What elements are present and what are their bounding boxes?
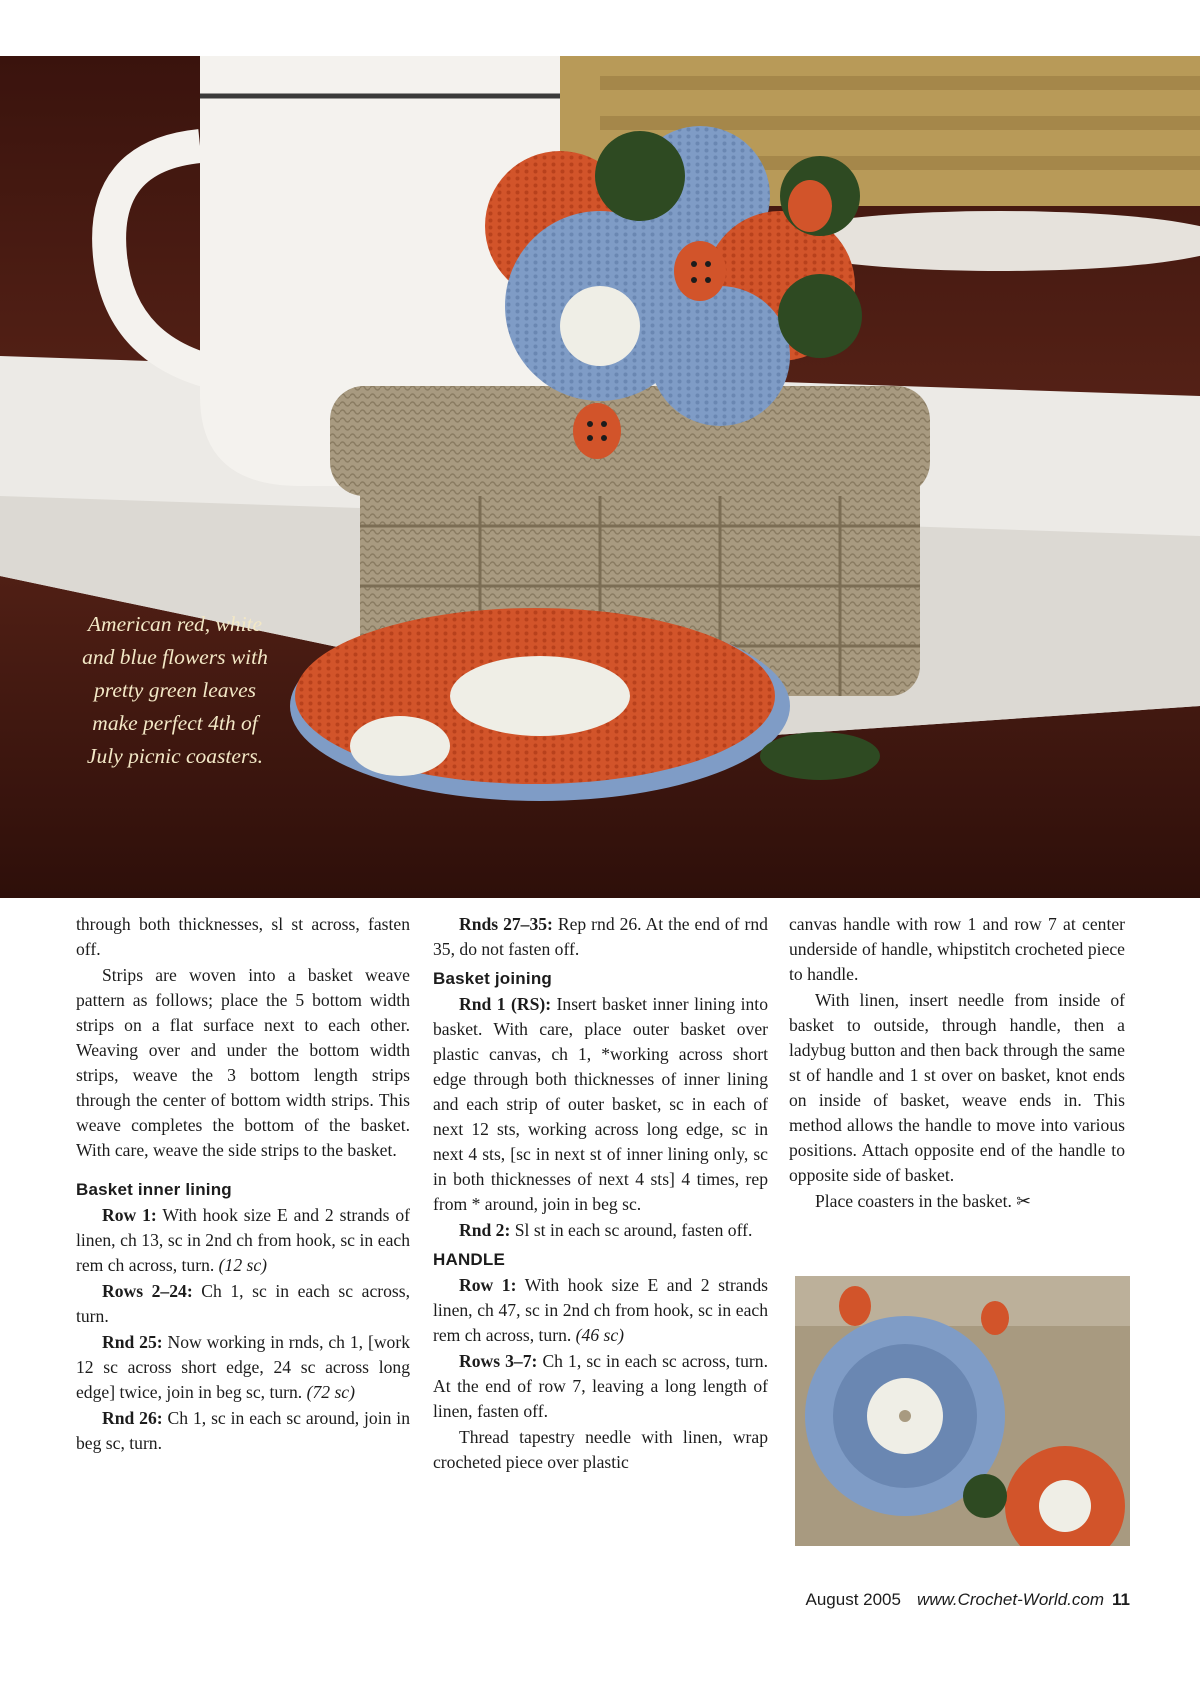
page-number: 11 bbox=[1112, 1590, 1130, 1609]
paragraph bbox=[789, 1189, 1125, 1214]
caption-line: and blue flowers with bbox=[82, 645, 268, 669]
instruction-row bbox=[433, 912, 768, 962]
text-column-1 bbox=[76, 912, 410, 1457]
caption-line: American red, white bbox=[87, 612, 263, 636]
step-text: Now working in rnds, ch 1, [work 12 sc across short edge, 24 sc across long edge] twice, join in beg sc, turn. bbox=[76, 1332, 410, 1402]
step-text: Ch 1, sc in each sc across, turn. At the end of row 7, leaving a long length of linen, fasten off. bbox=[433, 1351, 768, 1421]
caption-line: pretty green leaves bbox=[94, 678, 256, 702]
step-label: Row 1: bbox=[102, 1205, 157, 1225]
instruction-row bbox=[76, 1330, 410, 1405]
step-text: Sl st in each sc around, fasten off. bbox=[510, 1220, 753, 1240]
paragraph: through both thicknesses, sl st across, fasten off. bbox=[76, 914, 410, 959]
stitch-count: (12 sc) bbox=[218, 1255, 268, 1275]
step-text: Ch 1, sc in each sc around, join in beg sc, turn. bbox=[76, 1408, 410, 1453]
photo-caption bbox=[60, 608, 290, 773]
stitch-count: (72 sc) bbox=[306, 1382, 355, 1402]
caption-line: make perfect 4th of bbox=[92, 711, 258, 735]
instruction-row bbox=[433, 992, 768, 1217]
stitch-count: (46 sc) bbox=[575, 1325, 625, 1345]
paragraph: canvas handle with row 1 and row 7 at center underside of handle, whipstitch crocheted piece to handle. bbox=[789, 914, 1125, 984]
section-heading: Basket inner lining bbox=[76, 1180, 232, 1199]
step-label: Rnd 1 (RS): bbox=[459, 994, 552, 1014]
section-heading: HANDLE bbox=[433, 1250, 506, 1269]
step-label: Rows 2–24: bbox=[102, 1281, 193, 1301]
instruction-row bbox=[76, 1406, 410, 1456]
page-footer bbox=[760, 1590, 1130, 1610]
section-heading: Basket joining bbox=[433, 969, 552, 988]
step-label: Rnd 26: bbox=[102, 1408, 163, 1428]
step-label: Rnds 27–35: bbox=[459, 914, 553, 934]
instruction-row bbox=[433, 1273, 768, 1348]
step-label: Row 1: bbox=[459, 1275, 517, 1295]
text-column-2 bbox=[433, 912, 768, 1476]
closing-text: Place coasters in the basket. bbox=[815, 1191, 1012, 1211]
step-text: Ch 1, sc in each sc across, turn. bbox=[76, 1281, 411, 1326]
instruction-row bbox=[76, 1279, 410, 1329]
paragraph: Strips are woven into a basket weave pattern as follows; place the 5 bottom width strips on a flat surface next to each other. Weaving over and under the bottom width strips, weave the 3 bottom length strips through the center of bottom width strips. This weave completes the bottom of the basket. With care, weave the side strips to the basket. bbox=[76, 965, 410, 1160]
step-text: Insert basket inner lining into basket. With care, place outer basket over plastic canvas, ch 1, *working across short edge through both thicknesses of inner lining and each strip of outer basket, sc in each of next 12 sts, working across long edge, sc in next 4 sts, [sc in next st of inner lining only, sc in both thicknesses of next 4 sts] 4 times, rep from * around, join in beg sc. bbox=[433, 994, 768, 1214]
instruction-row bbox=[433, 1349, 768, 1424]
step-label: Rnd 25: bbox=[102, 1332, 163, 1352]
step-text: With hook size E and 2 strands of linen, ch 13, sc in 2nd ch from hook, sc in each rem ch across, turn. bbox=[76, 1205, 410, 1275]
website-url: www.Crochet-World.com bbox=[916, 1590, 1105, 1609]
caption-line: July picnic coasters. bbox=[86, 744, 264, 768]
inset-photo bbox=[795, 1276, 1130, 1546]
step-text: With hook size E and 2 strands linen, ch 47, sc in 2nd ch from hook, sc in each rem ch across, turn. bbox=[433, 1275, 768, 1345]
text-column-3 bbox=[789, 912, 1125, 1215]
step-text: Rep rnd 26. At the end of rnd 35, do not fasten off. bbox=[433, 914, 768, 959]
issue-date: August 2005 bbox=[805, 1590, 901, 1609]
step-label: Rnd 2: bbox=[459, 1220, 511, 1240]
instruction-row bbox=[433, 1218, 768, 1243]
instruction-row bbox=[76, 1203, 410, 1278]
step-label: Rows 3–7: bbox=[459, 1351, 538, 1371]
paragraph: Thread tapestry needle with linen, wrap crocheted piece over plastic bbox=[433, 1427, 768, 1472]
paragraph: With linen, insert needle from inside of basket to outside, through handle, then a ladybug button and then back through the same st of handle and 1 st over on basket, knot ends on inside of basket, weave ends in. This method allows the handle to move into various positions. Attach opposite end of the handle to opposite side of basket. bbox=[789, 990, 1125, 1185]
scissors-icon: ✂ bbox=[1016, 1191, 1032, 1211]
